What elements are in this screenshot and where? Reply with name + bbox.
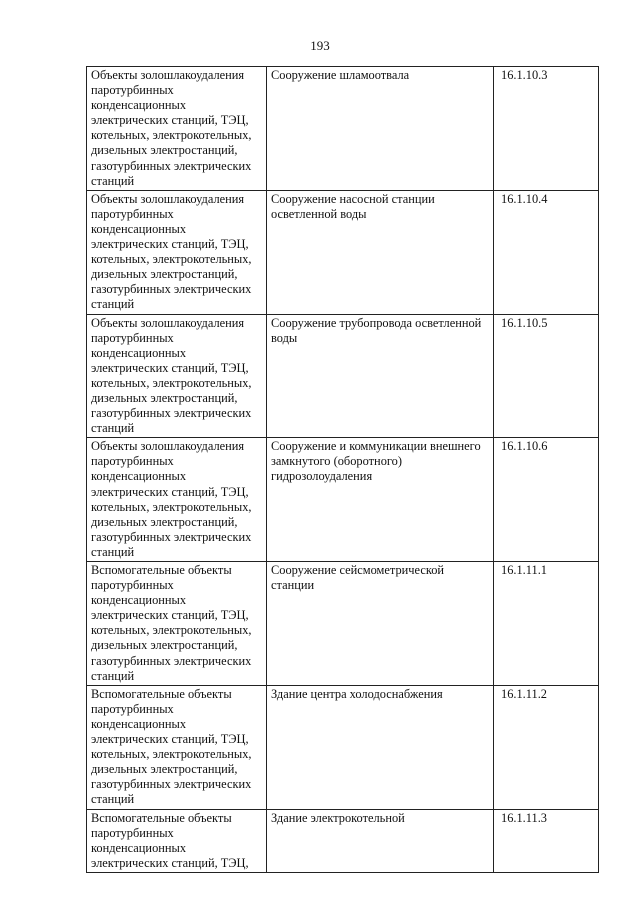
facility-cell: Здание электрокотельной bbox=[267, 809, 494, 872]
code-value: 16.1.11.1 bbox=[501, 563, 548, 577]
code-value: 16.1.10.5 bbox=[501, 315, 548, 330]
page-number: 193 bbox=[310, 38, 330, 53]
object-type-cell: Вспомогательные объекты паротурбинных конденсационных электрических станций, ТЭЦ, котельных, электрокотельных, дизельных электростанций, газотурбинных электрических станций bbox=[87, 562, 267, 686]
code-cell bbox=[494, 438, 599, 562]
code-value: 16.1.10.4 bbox=[501, 191, 548, 206]
code-value: 16.1.10.6 bbox=[501, 439, 548, 454]
code-cell bbox=[494, 685, 599, 809]
code-value: 16.1.11.2 bbox=[501, 686, 548, 701]
object-type-cell: Объекты золошлакоудаления паротурбинных конденсационных электрических станций, ТЭЦ, котельных, электрокотельных, дизельных электростанций, газотурбинных электрических станций bbox=[87, 438, 267, 562]
table-row bbox=[87, 314, 599, 438]
facility-cell: Сооружение насосной станции осветленной воды bbox=[267, 190, 494, 314]
code-cell bbox=[494, 314, 599, 438]
table-row bbox=[87, 67, 599, 191]
code-cell bbox=[494, 809, 599, 872]
registry-table bbox=[86, 66, 599, 873]
code-cell bbox=[494, 190, 599, 314]
table-row bbox=[87, 438, 599, 562]
table-row bbox=[87, 190, 599, 314]
code-value: 16.1.10.3 bbox=[501, 68, 548, 82]
facility-cell: Здание центра холодоснабжения bbox=[267, 685, 494, 809]
code-cell bbox=[494, 562, 599, 686]
facility-cell: Сооружение и коммуникации внешнего замкнутого (оборотного) гидрозолоудаления bbox=[267, 438, 494, 562]
facility-cell: Сооружение сейсмометрической станции bbox=[267, 562, 494, 686]
code-cell bbox=[494, 67, 599, 191]
facility-cell: Сооружение трубопровода осветленной воды bbox=[267, 314, 494, 438]
object-type-cell: Вспомогательные объекты паротурбинных конденсационных электрических станций, ТЭЦ, bbox=[87, 809, 267, 872]
table-row bbox=[87, 685, 599, 809]
object-type-cell: Объекты золошлакоудаления паротурбинных конденсационных электрических станций, ТЭЦ, котельных, электрокотельных, дизельных электростанций, газотурбинных электрических станций bbox=[87, 314, 267, 438]
object-type-cell: Вспомогательные объекты паротурбинных конденсационных электрических станций, ТЭЦ, котельных, электрокотельных, дизельных электростанций, газотурбинных электрических станций bbox=[87, 685, 267, 809]
code-value: 16.1.11.3 bbox=[501, 810, 548, 825]
facility-cell: Сооружение шламоотвала bbox=[267, 67, 494, 191]
object-type-cell: Объекты золошлакоудаления паротурбинных конденсационных электрических станций, ТЭЦ, котельных, электрокотельных, дизельных электростанций, газотурбинных электрических станций bbox=[87, 190, 267, 314]
table-row bbox=[87, 809, 599, 872]
object-type-cell: Объекты золошлакоудаления паротурбинных конденсационных электрических станций, ТЭЦ, котельных, электрокотельных, дизельных электростанций, газотурбинных электрических станций bbox=[87, 67, 267, 191]
table-row bbox=[87, 562, 599, 686]
